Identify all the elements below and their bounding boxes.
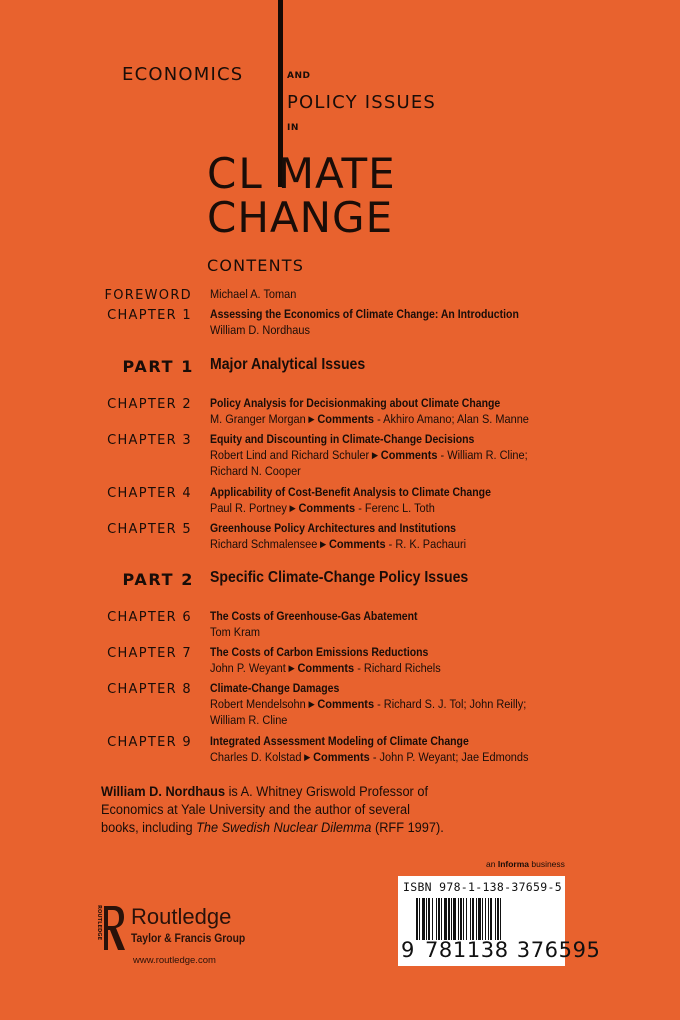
publisher-url: www.routledge.com bbox=[133, 955, 216, 966]
chapter-author: Robert Mendelsohn bbox=[210, 697, 306, 711]
chapter-author: Robert Lind and Richard Schuler bbox=[210, 448, 370, 462]
commenters: - Akhiro Amano; Alan S. Manne bbox=[377, 412, 529, 426]
bio-text: (RFF 1997). bbox=[371, 820, 444, 836]
chapter-author: Paul R. Portney bbox=[210, 501, 287, 515]
commenters: - Richard S. J. Tol; John Reilly; bbox=[377, 697, 527, 711]
chapter-author: Charles D. Kolstad bbox=[210, 750, 302, 764]
bio-line-1 bbox=[101, 783, 524, 801]
chapter-title: Applicability of Cost-Benefit Analysis to Climate Change bbox=[210, 485, 491, 499]
foreword-label: FOREWORD bbox=[104, 288, 192, 303]
bio-book-title: The Swedish Nuclear Dilemma bbox=[196, 820, 372, 836]
commenters: - R. K. Pachauri bbox=[388, 537, 467, 551]
publisher-name: Routledge bbox=[131, 904, 232, 929]
chapter-4-entry bbox=[210, 484, 537, 516]
chapter-3-entry bbox=[210, 431, 563, 479]
chapter-author: Richard Schmalensee bbox=[210, 537, 318, 551]
title-climate bbox=[207, 149, 396, 198]
triangle-bullet-icon: ▶ bbox=[289, 503, 296, 513]
comments-label: Comments bbox=[313, 750, 370, 764]
barcode-stripe bbox=[501, 898, 503, 940]
chapter-credits bbox=[210, 660, 441, 676]
foreword-author: Michael A. Toman bbox=[210, 287, 297, 301]
chapter-7-entry bbox=[210, 644, 466, 676]
title-climate-suffix: MATE bbox=[277, 149, 396, 198]
commenters: - Richard Richels bbox=[357, 661, 441, 675]
tagline-text: business bbox=[529, 859, 565, 869]
comments-label: Comments bbox=[317, 412, 375, 426]
comments-label: Comments bbox=[380, 448, 438, 462]
routledge-logo-icon bbox=[92, 903, 126, 953]
part-2-label: PART 2 bbox=[122, 570, 194, 589]
title-and: AND bbox=[287, 71, 311, 81]
isbn-barcode bbox=[398, 876, 601, 966]
svg-text:ROUTLEDGE: ROUTLEDGE bbox=[96, 905, 102, 941]
comments-label: Comments bbox=[317, 697, 375, 711]
chapter-6-label: CHAPTER 6 bbox=[107, 610, 192, 625]
part-2-title: Specific Climate-Change Policy Issues bbox=[210, 569, 469, 586]
commenters-cont: Richard N. Cooper bbox=[210, 464, 301, 478]
commenters: - William R. Cline; bbox=[440, 448, 528, 462]
foreword-entry bbox=[210, 286, 306, 302]
chapter-credits bbox=[210, 500, 504, 516]
chapter-credits bbox=[210, 411, 529, 427]
bio-name: William D. Nordhaus bbox=[101, 784, 226, 800]
chapter-5-label: CHAPTER 5 bbox=[107, 522, 192, 537]
triangle-bullet-icon: ▶ bbox=[304, 752, 311, 762]
triangle-bullet-icon: ▶ bbox=[308, 414, 315, 424]
ean-group-1: 781138 bbox=[424, 938, 509, 962]
part-1-title: Major Analytical Issues bbox=[210, 356, 366, 373]
chapter-9-label: CHAPTER 9 bbox=[107, 735, 192, 750]
comments-label: Comments bbox=[328, 537, 386, 551]
bio-text: books, including bbox=[101, 820, 197, 836]
chapter-title: The Costs of Greenhouse-Gas Abatement bbox=[210, 609, 418, 623]
chapter-2-label: CHAPTER 2 bbox=[107, 397, 192, 412]
ean-first-digit: 9 bbox=[401, 938, 415, 962]
part-1-label: PART 1 bbox=[122, 357, 194, 376]
chapter-1-entry bbox=[210, 306, 569, 338]
chapter-8-entry bbox=[210, 680, 561, 728]
chapter-title: Equity and Discounting in Climate-Change Decisions bbox=[210, 432, 475, 446]
triangle-bullet-icon: ▶ bbox=[320, 539, 327, 549]
triangle-bullet-icon: ▶ bbox=[288, 663, 295, 673]
bio-line-3 bbox=[101, 819, 524, 837]
title-economics: ECONOMICS bbox=[122, 64, 244, 85]
isbn-text: ISBN 978-1-138-37659-5 bbox=[403, 880, 562, 894]
chapter-credits bbox=[210, 447, 528, 463]
ean-group-2: 376595 bbox=[516, 938, 601, 962]
informa-tagline bbox=[486, 859, 565, 869]
commenters-cont: William R. Cline bbox=[210, 713, 288, 727]
chapter-title: Integrated Assessment Modeling of Climate Change bbox=[210, 734, 469, 748]
chapter-title: Assessing the Economics of Climate Change: An Introduction bbox=[210, 307, 519, 321]
chapter-9-entry bbox=[210, 733, 564, 765]
chapter-author: M. Granger Morgan bbox=[210, 412, 306, 426]
commenters: - Ferenc L. Toth bbox=[358, 501, 435, 515]
bio-line-2: Economics at Yale University and the author of several bbox=[101, 802, 410, 818]
author-bio bbox=[101, 783, 571, 837]
tagline-text: an bbox=[486, 859, 498, 869]
chapter-6-entry bbox=[210, 608, 451, 640]
tagline-brand: Informa bbox=[497, 859, 529, 869]
comments-label: Comments bbox=[298, 501, 356, 515]
chapter-title: Greenhouse Policy Architectures and Institutions bbox=[210, 521, 456, 535]
chapter-title: Policy Analysis for Decisionmaking about Climate Change bbox=[210, 396, 501, 410]
chapter-author: William D. Nordhaus bbox=[210, 323, 310, 337]
chapter-title: The Costs of Carbon Emissions Reductions bbox=[210, 645, 429, 659]
triangle-bullet-icon: ▶ bbox=[371, 450, 379, 460]
chapter-2-entry bbox=[210, 395, 564, 427]
title-climate-prefix: CL bbox=[207, 149, 264, 198]
bio-text: is A. Whitney Griswold Professor of bbox=[225, 784, 428, 800]
chapter-credits bbox=[210, 536, 467, 552]
publisher-group: Taylor & Francis Group bbox=[131, 933, 246, 945]
title-change: CHANGE bbox=[207, 193, 394, 242]
chapter-author: John P. Weyant bbox=[210, 661, 286, 675]
chapter-4-label: CHAPTER 4 bbox=[107, 486, 192, 501]
chapter-1-label: CHAPTER 1 bbox=[107, 308, 192, 323]
ean-digits bbox=[401, 938, 601, 962]
title-policy-issues: POLICY ISSUES bbox=[287, 92, 437, 113]
chapter-credits bbox=[210, 696, 526, 712]
chapter-3-label: CHAPTER 3 bbox=[107, 433, 192, 448]
triangle-bullet-icon: ▶ bbox=[308, 699, 315, 709]
commenters: - John P. Weyant; Jae Edmonds bbox=[372, 750, 529, 764]
contents-heading: CONTENTS bbox=[207, 256, 305, 275]
chapter-credits bbox=[210, 749, 529, 765]
title-in: IN bbox=[287, 123, 299, 133]
chapter-8-label: CHAPTER 8 bbox=[107, 682, 192, 697]
chapter-author: Tom Kram bbox=[210, 625, 260, 639]
comments-label: Comments bbox=[297, 661, 355, 675]
chapter-7-label: CHAPTER 7 bbox=[107, 646, 192, 661]
chapter-5-entry bbox=[210, 520, 496, 552]
chapter-title: Climate-Change Damages bbox=[210, 681, 340, 695]
